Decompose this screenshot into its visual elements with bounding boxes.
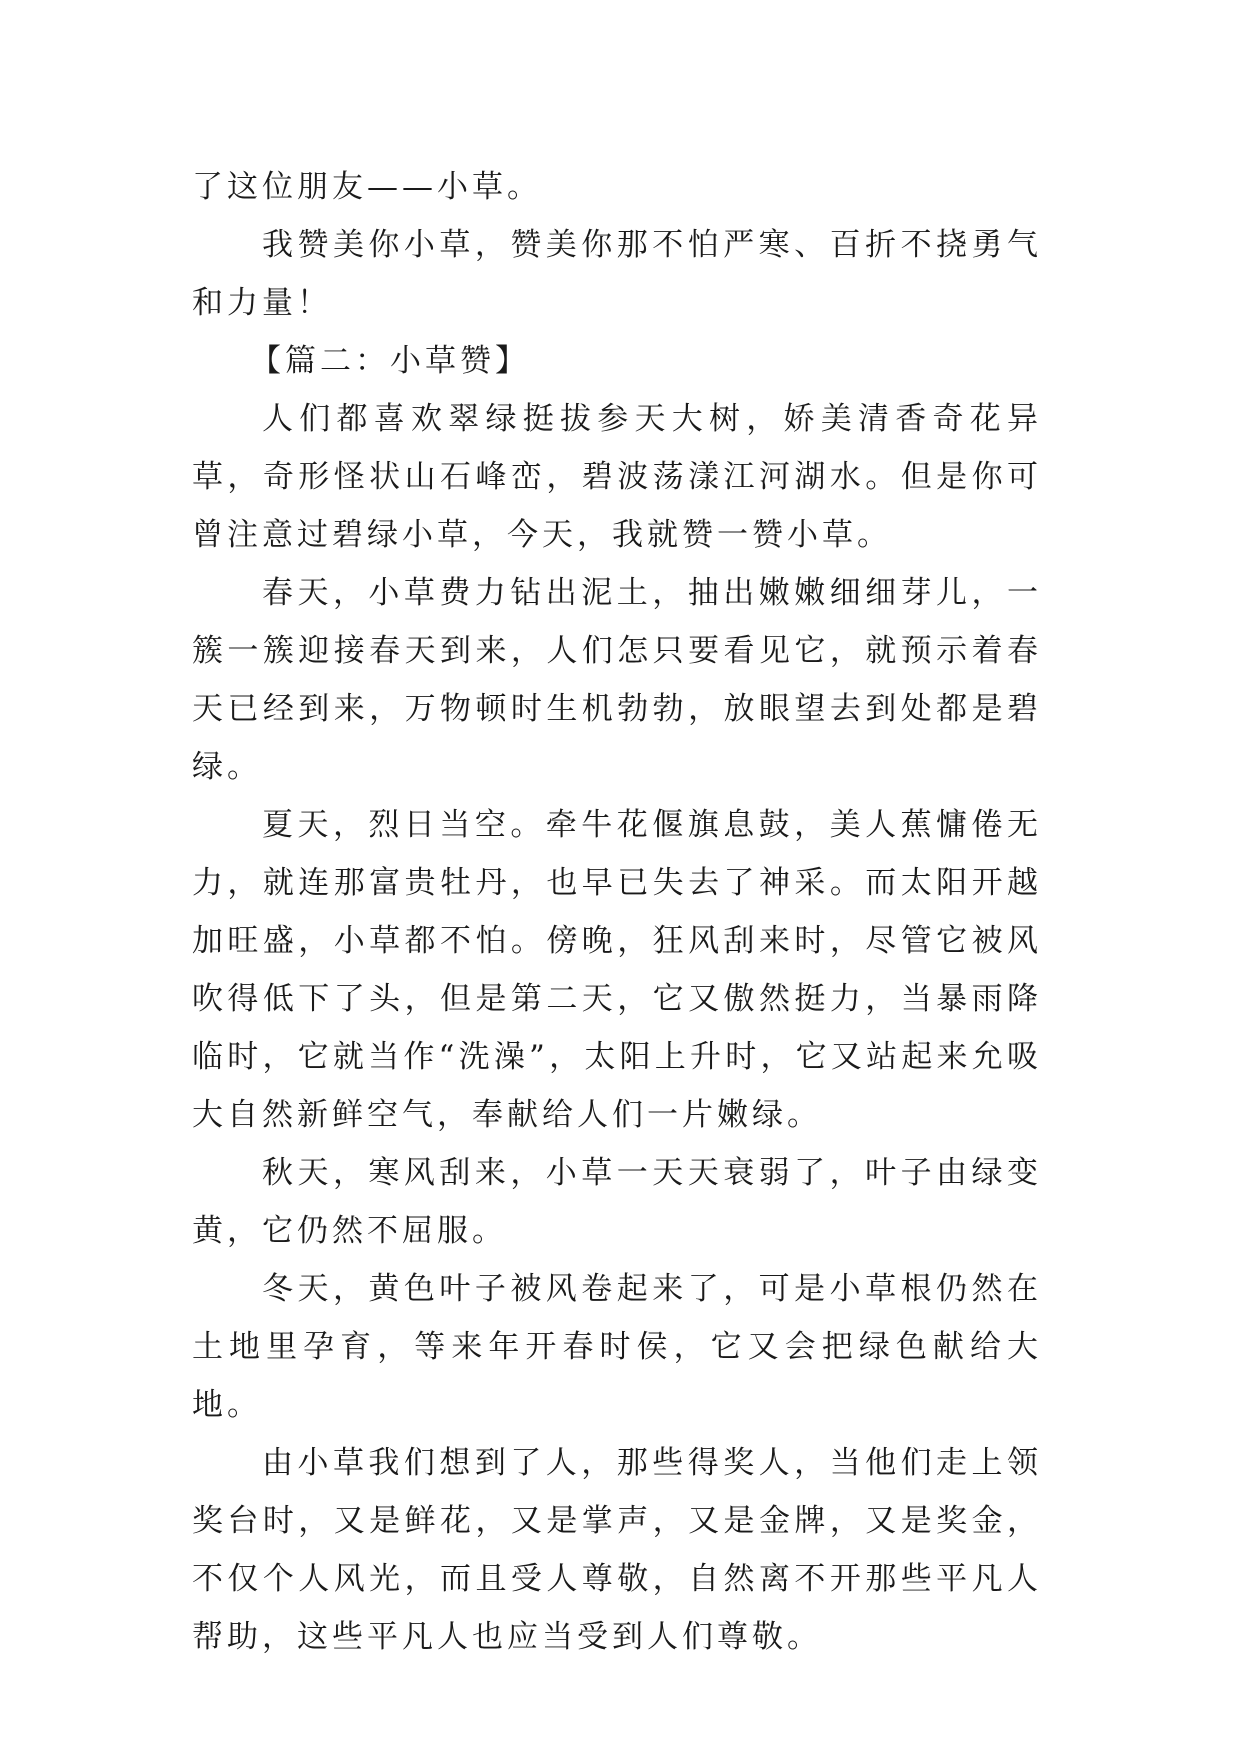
- section-heading: 【篇二：小草赞】: [250, 343, 530, 379]
- paragraph: 冬天，黄色叶子被风卷起来了，可是小草根仍然在土地里孕育，等来年开春时侯，它又会把绿色献给大地。: [192, 1271, 1042, 1423]
- paragraph: 了这位朋友——小草。: [192, 169, 542, 205]
- paragraph: 人们都喜欢翠绿挺拔参天大树，娇美清香奇花异草，奇形怪状山石峰峦，碧波荡漾江河湖水。但是你可曾注意过碧绿小草，今天，我就赞一赞小草。: [192, 401, 1042, 553]
- paragraph: 我赞美你小草，赞美你那不怕严寒、百折不挠勇气和力量！: [192, 227, 1042, 321]
- paragraph: 由小草我们想到了人，那些得奖人，当他们走上领奖台时，又是鲜花，又是掌声，又是金牌，又是奖金，不仅个人风光，而且受人尊敬，自然离不开那些平凡人帮助，这些平凡人也应当受到人们尊敬。: [192, 1445, 1042, 1655]
- paragraph: 秋天，寒风刮来，小草一天天衰弱了，叶子由绿变黄，它仍然不屈服。: [192, 1155, 1042, 1249]
- paragraph: 夏天，烈日当空。牵牛花偃旗息鼓，美人蕉慵倦无力，就连那富贵牡丹，也早已失去了神采。而太阳开越加旺盛，小草都不怕。傍晚，狂风刮来时，尽管它被风吹得低下了头，但是第二天，它又傲然挺力，当暴雨降临时，它就当作“洗澡”，太阳上升时，它又站起来允吸大自然新鲜空气，奉献给人们一片嫩绿。: [192, 807, 1042, 1133]
- document-body: [192, 158, 1042, 1666]
- paragraph: 春天，小草费力钻出泥土，抽出嫩嫩细细芽儿，一簇一簇迎接春天到来，人们怎只要看见它，就预示着春天已经到来，万物顿时生机勃勃，放眼望去到处都是碧绿。: [192, 575, 1042, 785]
